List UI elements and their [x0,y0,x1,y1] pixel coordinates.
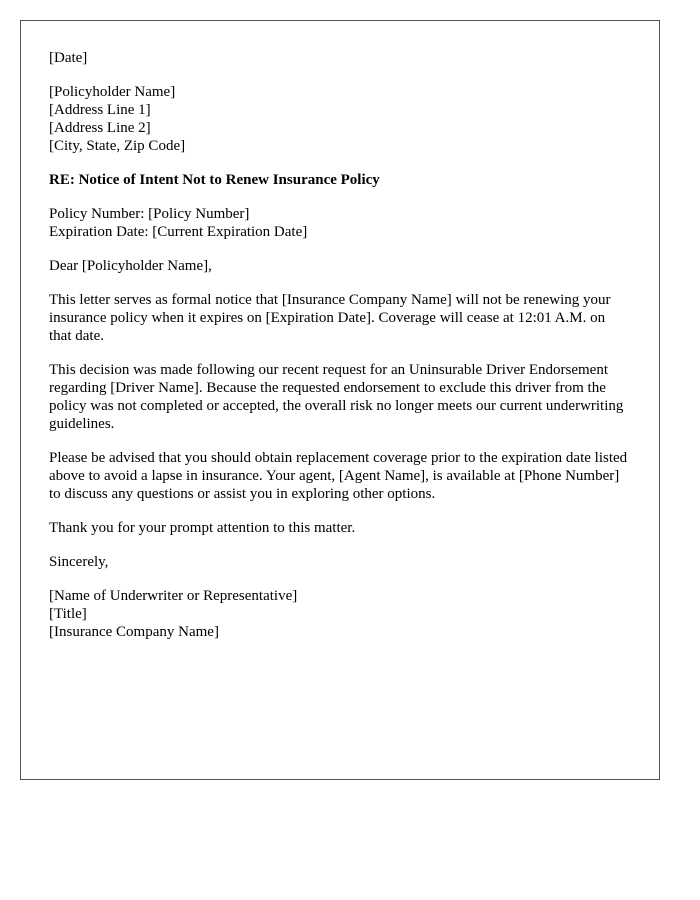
body-paragraph-notice: This letter serves as formal notice that [Insurance Company Name] will not be renewing your insurance policy when it expires on [Expiration Date]. Coverage will cease at 12:01 A.M. on that date. [49,292,611,344]
letter-date: [Date] [49,50,88,66]
recipient-address-line-1: [Address Line 1] [49,102,151,118]
salutation: Dear [Policyholder Name], [49,258,212,274]
closing-block [49,553,631,571]
body-paragraph-reason: This decision was made following our recent request for an Uninsurable Driver Endorsement regarding [Driver Name]. Because the requested endorsement to exclude this driver from the policy was not completed or accepted, the overall risk no longer meets our current underwriting guidelines. [49,362,624,432]
policy-details-block [49,205,631,241]
subject-line: RE: Notice of Intent Not to Renew Insurance Policy [49,172,380,188]
recipient-name: [Policyholder Name] [49,84,176,100]
expiration-date: Expiration Date: [Current Expiration Date] [49,224,308,240]
body-paragraph-advice: Please be advised that you should obtain replacement coverage prior to the expiration date listed above to avoid a lapse in insurance. Your agent, [Agent Name], is available at [Phone Number] to discuss any questions or assist you in exploring other options. [49,450,628,502]
body-paragraph-thanks: Thank you for your prompt attention to this matter. [49,520,356,536]
recipient-address-line-2: [Address Line 2] [49,120,151,136]
letter-date-block [49,49,631,67]
signature-name: [Name of Underwriter or Representative] [49,588,298,604]
letter-page [20,20,660,780]
closing: Sincerely, [49,554,109,570]
salutation-block [49,257,631,275]
signature-title: [Title] [49,606,87,622]
signature-company: [Insurance Company Name] [49,624,219,640]
signature-block [49,587,631,641]
policy-number: Policy Number: [Policy Number] [49,206,250,222]
recipient-city-state-zip: [City, State, Zip Code] [49,138,186,154]
subject-block [49,171,631,189]
recipient-address-block [49,83,631,155]
